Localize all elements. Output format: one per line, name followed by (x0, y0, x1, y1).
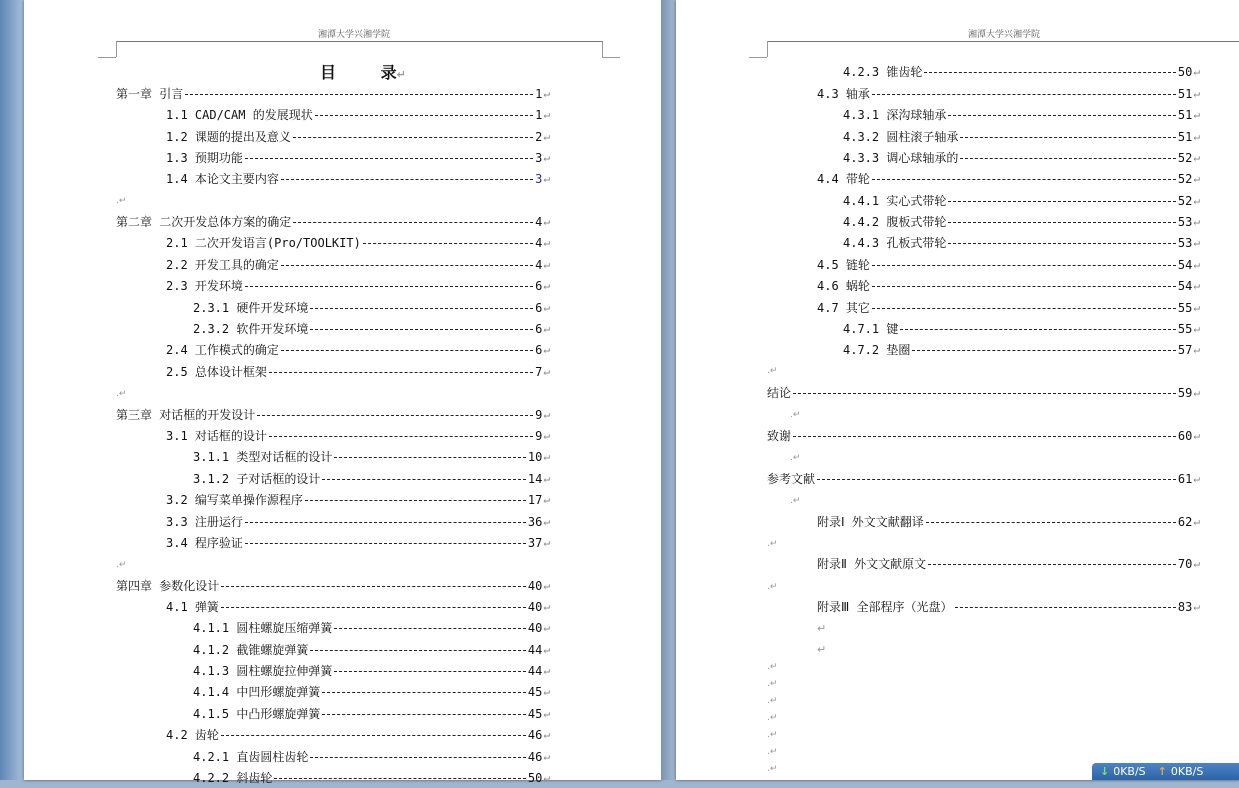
margin-corner (602, 57, 620, 58)
paragraph-mark: ↵ (817, 643, 827, 656)
toc-entry-title: 1.2 课题的提出及意义 (166, 130, 291, 144)
toc-dot-leader (185, 94, 533, 95)
toc-page-number: 36 (527, 514, 543, 529)
page-gap (661, 0, 676, 780)
paragraph-mark: ↵ (543, 172, 550, 185)
paragraph-mark: .↵ (767, 747, 778, 757)
toc-entry-title: 2.1 二次开发语言(Pro/TOOLKIT) (166, 236, 361, 250)
toc-dot-leader (960, 137, 1176, 138)
toc-page-number: 10 (527, 449, 543, 464)
toc-dot-leader (928, 564, 1176, 565)
toc-entry-title: 4.1.3 圆柱螺旋拉伸弹簧 (193, 664, 333, 678)
toc-dot-leader (293, 222, 533, 223)
toc-dot-leader (872, 265, 1176, 266)
toc-page-number: 6 (535, 342, 543, 357)
toc-page-number: 55 (1177, 300, 1193, 315)
toc-entry[interactable] (193, 617, 550, 638)
toc-entry-title: 4.7 其它 (817, 301, 870, 315)
paragraph-mark: .↵ (116, 560, 127, 570)
toc-page-number: 54 (1177, 278, 1193, 293)
toc-entry-title: 3.1 对话框的设计 (166, 429, 267, 443)
paragraph-mark: .↵ (767, 679, 778, 689)
toc-page-number: 50 (527, 770, 543, 785)
toc-entry-title: 附录Ⅱ 外文文献原文 (817, 557, 927, 571)
paragraph-mark: ↵ (1193, 472, 1200, 485)
paragraph-mark: ↵ (1193, 301, 1200, 314)
toc-entry[interactable] (817, 83, 1200, 104)
toc-entry-title: 4.1 弹簧 (166, 600, 219, 614)
toc-dot-leader (960, 158, 1176, 159)
paragraph-mark: ↵ (543, 728, 550, 741)
toc-entry-title: 4.4.2 腹板式带轮 (843, 215, 947, 229)
toc-entry-title: 3.1.2 子对话框的设计 (193, 472, 321, 486)
paragraph-mark: .↵ (767, 713, 778, 723)
paragraph-mark: .↵ (116, 389, 127, 399)
toc-page-number: 40 (527, 578, 543, 593)
toc-entry[interactable] (193, 681, 550, 702)
toc-page-number: 45 (527, 706, 543, 721)
toc-entry[interactable] (817, 275, 1200, 296)
paragraph-mark: ↵ (1193, 194, 1200, 207)
toc-entry-title: 附录Ⅲ 全部程序（光盘） (817, 600, 953, 614)
paragraph-mark: ↵ (543, 258, 550, 271)
toc-entry[interactable] (116, 404, 550, 425)
paragraph-mark: ↵ (1193, 557, 1200, 570)
toc-page-number: 53 (1177, 235, 1193, 250)
toc-entry-title: 致谢 (767, 429, 792, 443)
paragraph-mark: ↵ (543, 279, 550, 292)
toc-dot-leader (310, 329, 533, 330)
paragraph-mark: .↵ (790, 453, 801, 463)
margin-corner (602, 41, 603, 57)
toc-entry-title: 1.3 预期功能 (166, 151, 243, 165)
toc-page-number: 6 (535, 278, 543, 293)
toc-entry[interactable] (193, 703, 550, 724)
toc-entry[interactable] (116, 211, 550, 232)
toc-entry[interactable] (843, 232, 1200, 253)
toc-page-number: 14 (527, 471, 543, 486)
toc-entry[interactable] (166, 339, 550, 360)
toc-page-number: 9 (535, 407, 543, 422)
paragraph-mark: ↵ (1193, 108, 1200, 121)
paragraph-mark: ↵ (1193, 600, 1200, 613)
paragraph-mark: ↵ (1193, 258, 1200, 271)
toc-page-number: 51 (1177, 107, 1193, 122)
header-text-right: 湘潭大学兴湘学院 (968, 30, 1041, 40)
toc-page-number: 7 (535, 364, 543, 379)
paragraph-mark: ↵ (543, 130, 550, 143)
toc-page-number: 53 (1177, 214, 1193, 229)
toc-dot-leader (221, 586, 526, 587)
toc-page-number: 1 (535, 86, 543, 101)
toc-dot-leader (872, 286, 1176, 287)
toc-page-number: 40 (527, 620, 543, 635)
toc-entry-title: 4.1.1 圆柱螺旋压缩弹簧 (193, 621, 333, 635)
toc-entry[interactable] (166, 532, 550, 553)
toc-dot-leader (334, 671, 526, 672)
toc-dot-leader (872, 179, 1176, 180)
paragraph-mark: ↵ (543, 621, 550, 634)
toc-page-number: 3 (535, 171, 543, 186)
toc-page-number: 44 (527, 663, 543, 678)
paragraph-mark: ↵ (543, 343, 550, 356)
toc-page-number: 2 (535, 129, 543, 144)
toc-entry-title: 3.1.1 类型对话框的设计 (193, 450, 333, 464)
paragraph-mark: ↵ (543, 429, 550, 442)
toc-dot-leader (817, 479, 1176, 480)
toc-dot-leader (948, 243, 1176, 244)
toc-dot-leader (221, 607, 526, 608)
toc-entry-title: 4.3.3 调心球轴承的 (843, 151, 959, 165)
upload-speed: 0KB/S (1170, 765, 1204, 778)
toc-entry-title: 4.6 蜗轮 (817, 279, 870, 293)
paragraph-mark: ↵ (1193, 87, 1200, 100)
toc-entry[interactable] (116, 575, 550, 596)
toc-entry[interactable] (843, 318, 1200, 339)
download-arrow-icon: ↓ (1100, 765, 1110, 778)
paragraph-mark: ↵ (543, 771, 550, 784)
paragraph-mark: ↵ (543, 750, 550, 763)
toc-entry[interactable] (843, 104, 1200, 125)
toc-entry-title: 4.2.1 直齿圆柱齿轮 (193, 750, 309, 764)
toc-dot-leader (221, 735, 526, 736)
toc-page-number: 83 (1177, 599, 1193, 614)
toc-entry[interactable] (817, 297, 1200, 318)
toc-entry[interactable] (166, 596, 550, 617)
toc-page-number: 3 (535, 150, 543, 165)
toc-dot-leader (281, 179, 533, 180)
toc-page-number: 62 (1177, 514, 1193, 529)
paragraph-mark: .↵ (116, 196, 127, 206)
toc-entry-title: 附录Ⅰ 外文文献翻译 (817, 515, 924, 529)
toc-entry-title: 4.1.4 中凹形螺旋弹簧 (193, 685, 321, 699)
toc-entry[interactable] (193, 746, 550, 767)
toc-dot-leader (310, 757, 526, 758)
toc-page-number: 6 (535, 300, 543, 315)
paragraph-mark: ↵ (1193, 130, 1200, 143)
toc-entry-title: 第一章 引言 (116, 87, 184, 101)
toc-dot-leader (322, 692, 526, 693)
toc-page-number: 4 (535, 214, 543, 229)
left-workspace-edge (0, 0, 24, 780)
toc-entry-title: 1.4 本论文主要内容 (166, 172, 279, 186)
paragraph-mark: .↵ (790, 496, 801, 506)
toc-entry-title: 2.2 开发工具的确定 (166, 258, 279, 272)
download-speed: 0KB/S (1113, 765, 1146, 778)
toc-entry[interactable] (817, 254, 1200, 275)
header-rule-right (767, 41, 1239, 42)
toc-entry-title: 4.3 轴承 (817, 87, 870, 101)
toc-entry-title: 2.3.2 软件开发环境 (193, 322, 309, 336)
toc-entry-title: 4.7.2 垫圈 (843, 343, 911, 357)
toc-entry[interactable] (843, 190, 1200, 211)
toc-entry[interactable] (166, 489, 550, 510)
toc-dot-leader (948, 115, 1176, 116)
toc-entry-title: 第四章 参数化设计 (116, 579, 220, 593)
paragraph-mark: ↵ (543, 365, 550, 378)
toc-dot-leader (926, 522, 1176, 523)
toc-page-number: 55 (1177, 321, 1193, 336)
toc-entry[interactable] (843, 147, 1200, 168)
paragraph-mark: ↵ (543, 215, 550, 228)
toc-dot-leader (948, 201, 1176, 202)
toc-entry-title: 4.2.2 斜齿轮 (193, 771, 273, 785)
toc-page-number: 37 (527, 535, 543, 550)
toc-page-number: 4 (535, 257, 543, 272)
toc-page-number: 51 (1177, 86, 1193, 101)
paragraph-mark: ↵ (1193, 386, 1200, 399)
paragraph-mark: ↵ (1193, 322, 1200, 335)
toc-dot-leader (281, 350, 533, 351)
toc-entry[interactable] (116, 83, 550, 104)
toc-entry[interactable] (767, 382, 1200, 403)
paragraph-mark: ↵ (543, 579, 550, 592)
paragraph-mark: ↵ (543, 322, 550, 335)
toc-page-number: 9 (535, 428, 543, 443)
toc-entry[interactable] (767, 425, 1200, 446)
margin-corner (116, 41, 117, 57)
toc-entry[interactable] (843, 126, 1200, 147)
toc-entry-title: 2.3 开发环境 (166, 279, 243, 293)
paragraph-mark: ↵ (543, 643, 550, 656)
toc-dot-leader (363, 243, 533, 244)
toc-page-number: 4 (535, 235, 543, 250)
paragraph-mark: .↵ (767, 662, 778, 672)
toc-entry[interactable] (166, 425, 550, 446)
paragraph-mark: ↵ (543, 536, 550, 549)
toc-page-number: 46 (527, 749, 543, 764)
toc-dot-leader (334, 628, 526, 629)
toc-dot-leader (274, 778, 526, 779)
toc-page-number: 57 (1177, 342, 1193, 357)
toc-dot-leader (872, 94, 1176, 95)
paragraph-mark: ↵ (543, 472, 550, 485)
toc-entry[interactable] (193, 318, 550, 339)
toc-entry-title: 4.5 链轮 (817, 258, 870, 272)
toc-dot-leader (793, 393, 1176, 394)
toc-entry-title: 4.7.1 键 (843, 322, 899, 336)
paragraph-mark: .↵ (767, 582, 778, 592)
toc-page-number: 44 (527, 642, 543, 657)
toc-dot-leader (305, 500, 526, 501)
toc-entry-title: 3.2 编写菜单操作源程序 (166, 493, 303, 507)
toc-entry[interactable] (193, 468, 550, 489)
toc-title: 目 录↵ (320, 63, 406, 82)
toc-entry-title: 4.4.1 实心式带轮 (843, 194, 947, 208)
margin-corner (98, 57, 116, 58)
toc-entry[interactable] (166, 254, 550, 275)
toc-entry[interactable] (166, 168, 550, 189)
toc-dot-leader (245, 543, 526, 544)
network-speed-widget[interactable] (1092, 763, 1239, 780)
toc-page-number: 52 (1177, 193, 1193, 208)
paragraph-mark: ↵ (1193, 151, 1200, 164)
toc-dot-leader (293, 137, 533, 138)
toc-dot-leader (269, 372, 533, 373)
toc-dot-leader (245, 286, 533, 287)
margin-corner (749, 57, 767, 58)
toc-entry[interactable] (166, 104, 550, 125)
toc-dot-leader (924, 72, 1176, 73)
toc-page-number: 51 (1177, 129, 1193, 144)
toc-entry-title: 1.1 CAD/CAM 的发展现状 (166, 108, 313, 122)
toc-dot-leader (281, 265, 533, 266)
toc-entry-title: 4.2 齿轮 (166, 728, 219, 742)
toc-entry-title: 4.2.3 锥齿轮 (843, 65, 923, 79)
toc-dot-leader (257, 415, 533, 416)
paragraph-mark: .↵ (767, 366, 778, 376)
paragraph-mark: ↵ (543, 515, 550, 528)
toc-entry[interactable] (193, 660, 550, 681)
toc-entry-title: 4.1.5 中凸形螺旋弹簧 (193, 707, 321, 721)
toc-entry-title: 第二章 二次开发总体方案的确定 (116, 215, 292, 229)
paragraph-mark: ↵ (543, 236, 550, 249)
toc-entry-title: 2.5 总体设计框架 (166, 365, 267, 379)
toc-entry-title: 参考文献 (767, 472, 816, 486)
toc-entry[interactable] (767, 468, 1200, 489)
toc-page-number: 52 (1177, 171, 1193, 186)
toc-page-number: 60 (1177, 428, 1193, 443)
toc-entry[interactable] (843, 211, 1200, 232)
toc-entry[interactable] (843, 61, 1200, 82)
toc-entry[interactable] (843, 339, 1200, 360)
paragraph-mark: ↵ (543, 685, 550, 698)
toc-entry-title: 4.1.2 截锥螺旋弹簧 (193, 643, 309, 657)
toc-entry-title: 结论 (767, 386, 792, 400)
paragraph-mark: .↵ (767, 696, 778, 706)
toc-entry[interactable] (817, 168, 1200, 189)
toc-page-number: 70 (1177, 556, 1193, 571)
toc-entry-title: 第三章 对话框的开发设计 (116, 408, 256, 422)
toc-dot-leader (322, 714, 526, 715)
toc-entry[interactable] (193, 767, 550, 788)
paragraph-mark: ↵ (1193, 343, 1200, 356)
paragraph-mark: .↵ (767, 539, 778, 549)
toc-entry[interactable] (817, 553, 1200, 574)
toc-page-number: 59 (1177, 385, 1193, 400)
toc-dot-leader (315, 115, 533, 116)
paragraph-mark: ↵ (1193, 515, 1200, 528)
paragraph-mark: ↵ (543, 600, 550, 613)
toc-dot-leader (269, 436, 533, 437)
paragraph-mark: ↵ (817, 622, 827, 635)
upload-arrow-icon: ↑ (1157, 765, 1167, 778)
paragraph-mark: ↵ (1193, 215, 1200, 228)
paragraph-mark: ↵ (1193, 429, 1200, 442)
toc-page-number: 54 (1177, 257, 1193, 272)
paragraph-mark: ↵ (1193, 172, 1200, 185)
paragraph-mark: ↵ (543, 664, 550, 677)
toc-page-number: 61 (1177, 471, 1193, 486)
toc-dot-leader (912, 350, 1176, 351)
toc-entry[interactable] (166, 511, 550, 532)
toc-entry-title: 4.4.3 孔板式带轮 (843, 236, 947, 250)
paragraph-mark: ↵ (1193, 279, 1200, 292)
toc-page-number: 50 (1177, 64, 1193, 79)
toc-entry[interactable] (166, 275, 550, 296)
paragraph-mark: ↵ (543, 707, 550, 720)
paragraph-mark: ↵ (1193, 65, 1200, 78)
toc-dot-leader (310, 308, 533, 309)
paragraph-mark: ↵ (543, 301, 550, 314)
toc-dot-leader (948, 222, 1176, 223)
toc-entry-title: 3.4 程序验证 (166, 536, 243, 550)
toc-dot-leader (955, 607, 1176, 608)
toc-dot-leader (793, 436, 1176, 437)
toc-entry-title: 3.3 注册运行 (166, 515, 243, 529)
paragraph-mark: .↵ (790, 410, 801, 420)
toc-page-number: 52 (1177, 150, 1193, 165)
toc-page-number: 46 (527, 727, 543, 742)
paragraph-mark: ↵ (543, 450, 550, 463)
header-text-left: 湘潭大学兴湘学院 (318, 30, 391, 40)
toc-entry[interactable] (166, 126, 550, 147)
toc-dot-leader (245, 522, 526, 523)
paragraph-mark: ↵ (543, 87, 550, 100)
toc-page-number: 6 (535, 321, 543, 336)
toc-entry-title: 4.4 带轮 (817, 172, 870, 186)
toc-dot-leader (245, 158, 533, 159)
margin-corner (767, 41, 768, 57)
paragraph-mark: ↵ (1193, 236, 1200, 249)
toc-dot-leader (310, 650, 526, 651)
toc-entry[interactable] (193, 446, 550, 467)
paragraph-mark: ↵ (543, 408, 550, 421)
toc-entry-title: 2.4 工作模式的确定 (166, 343, 279, 357)
paragraph-mark: ↵ (543, 151, 550, 164)
header-rule-left (116, 41, 602, 42)
toc-entry-title: 4.3.1 深沟球轴承 (843, 108, 947, 122)
toc-entry[interactable] (817, 596, 1200, 617)
toc-entry-title: 4.3.2 圆柱滚子轴承 (843, 130, 959, 144)
toc-entry[interactable] (166, 232, 550, 253)
toc-entry[interactable] (817, 511, 1200, 532)
toc-page-number: 1 (535, 107, 543, 122)
toc-page-number: 45 (527, 684, 543, 699)
toc-entry[interactable] (166, 147, 550, 168)
toc-entry[interactable] (166, 724, 550, 745)
toc-dot-leader (872, 308, 1176, 309)
paragraph-mark: .↵ (767, 764, 778, 774)
toc-entry[interactable] (193, 639, 550, 660)
toc-page-number: 40 (527, 599, 543, 614)
paragraph-mark: ↵ (543, 108, 550, 121)
toc-entry[interactable] (166, 361, 550, 382)
toc-entry-title: 2.3.1 硬件开发环境 (193, 301, 309, 315)
toc-dot-leader (900, 329, 1176, 330)
toc-dot-leader (322, 479, 526, 480)
paragraph-mark: .↵ (767, 730, 778, 740)
toc-dot-leader (334, 457, 526, 458)
toc-entry[interactable] (193, 297, 550, 318)
paragraph-mark: ↵ (543, 493, 550, 506)
toc-page-number: 17 (527, 492, 543, 507)
